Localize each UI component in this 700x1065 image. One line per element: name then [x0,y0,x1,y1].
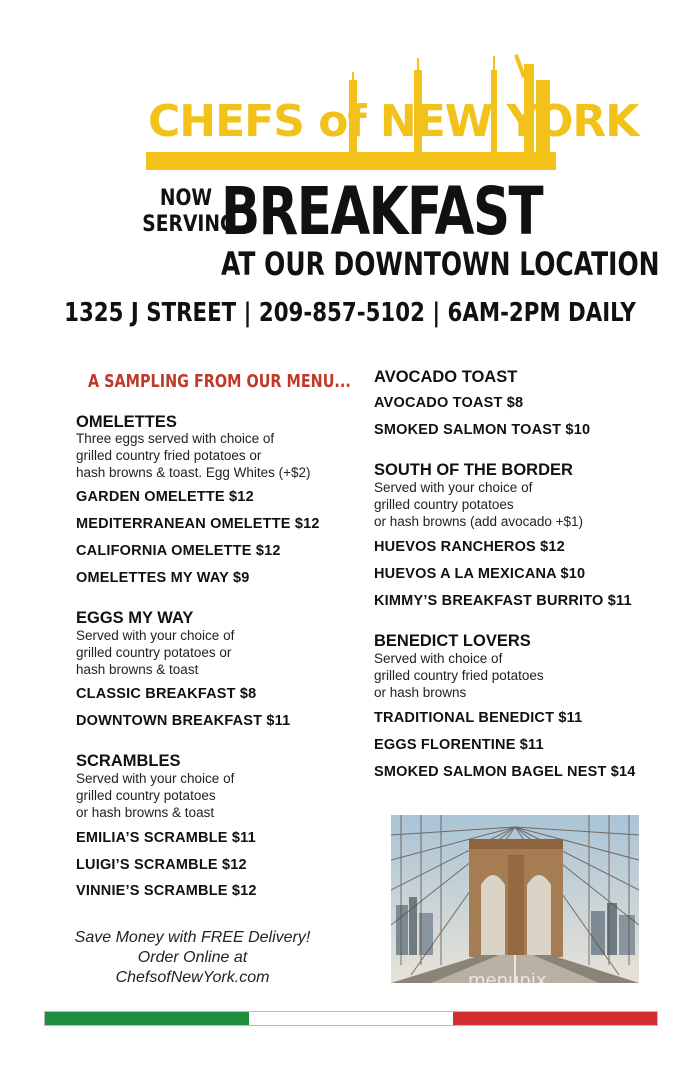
section-description: grilled country potatoes [76,788,216,803]
section-eggs-my-way-title: EGGS MY WAY [76,609,194,627]
menu-item: HUEVOS RANCHEROS $12 [374,539,565,555]
menu-item: CLASSIC BREAKFAST $8 [76,686,257,702]
flag-red [453,1012,657,1025]
section-description: hash browns & toast. Egg Whites (+$2) [76,465,311,480]
menu-item: KIMMY’S BREAKFAST BURRITO $11 [374,593,632,609]
section-benedict-lovers-title: BENEDICT LOVERS [374,632,531,650]
website-link[interactable]: ChefsofNewYork.com [115,969,270,986]
now-text: NOW [159,186,212,211]
downtown-subheading: AT OUR DOWNTOWN LOCATION [221,245,660,283]
menu-item: HUEVOS A LA MEXICANA $10 [374,566,586,582]
section-description: Served with your choice of [374,480,533,495]
section-description: Served with your choice of [76,628,235,643]
brooklyn-bridge-photo [391,815,639,983]
menu-item: DOWNTOWN BREAKFAST $11 [76,713,291,729]
italian-flag-stripe [44,1011,658,1026]
promo-line: Save Money with FREE Delivery! [74,929,311,946]
menu-item: TRADITIONAL BENEDICT $11 [374,710,583,726]
section-description: grilled country fried potatoes [374,668,544,683]
menu-item: VINNIE’S SCRAMBLE $12 [76,883,257,899]
menu-item: GARDEN OMELETTE $12 [76,489,254,505]
section-avocado-toast-title: AVOCADO TOAST [374,368,518,386]
now-serving-label [142,186,236,238]
menu-item: CALIFORNIA OMELETTE $12 [76,543,281,559]
section-description: or hash browns [374,685,467,700]
menu-item: MEDITERRANEAN OMELETTE $12 [76,516,320,532]
serving-text: SERVING [142,212,236,237]
section-scrambles-title: SCRAMBLES [76,752,181,770]
flag-green [45,1012,249,1025]
menu-item: SMOKED SALMON TOAST $10 [374,422,591,438]
section-description: Served with choice of [374,651,503,666]
menu-item: SMOKED SALMON BAGEL NEST $14 [374,764,636,780]
sampling-title: A SAMPLING FROM OUR MENU... [88,371,351,392]
menu-item: LUIGI’S SCRAMBLE $12 [76,857,247,873]
section-omelettes-title: OMELETTES [76,413,177,431]
menu-item: OMELETTES MY WAY $9 [76,570,250,586]
section-description: or hash browns (add avocado +$1) [374,514,584,529]
address-phone-hours: 1325 J STREET | 209-857-5102 | 6AM-2PM DAILY [64,298,636,328]
section-description: grilled country potatoes [374,497,514,512]
flag-white [249,1012,453,1025]
section-south-of-the-border-title: SOUTH OF THE BORDER [374,461,573,479]
section-description: grilled country fried potatoes or [76,448,262,463]
section-description: Three eggs served with choice of [76,431,275,446]
section-description: hash browns & toast [76,662,199,677]
section-description: grilled country potatoes or [76,645,232,660]
chefs-of-new-york-logo [146,50,639,170]
promo-line: Order Online at [137,949,248,966]
logo-wordmark: CHEFS of NEW YORK [148,96,639,147]
breakfast-heading: BREAKFAST [221,173,543,250]
delivery-promo [40,928,345,988]
logo-underline [146,152,556,170]
watermark: menupix [468,970,547,991]
section-description: or hash browns & toast [76,805,215,820]
menu-item: EGGS FLORENTINE $11 [374,737,544,753]
menu-item: AVOCADO TOAST $8 [374,395,524,411]
menu-item: EMILIA’S SCRAMBLE $11 [76,830,256,846]
section-description: Served with your choice of [76,771,235,786]
